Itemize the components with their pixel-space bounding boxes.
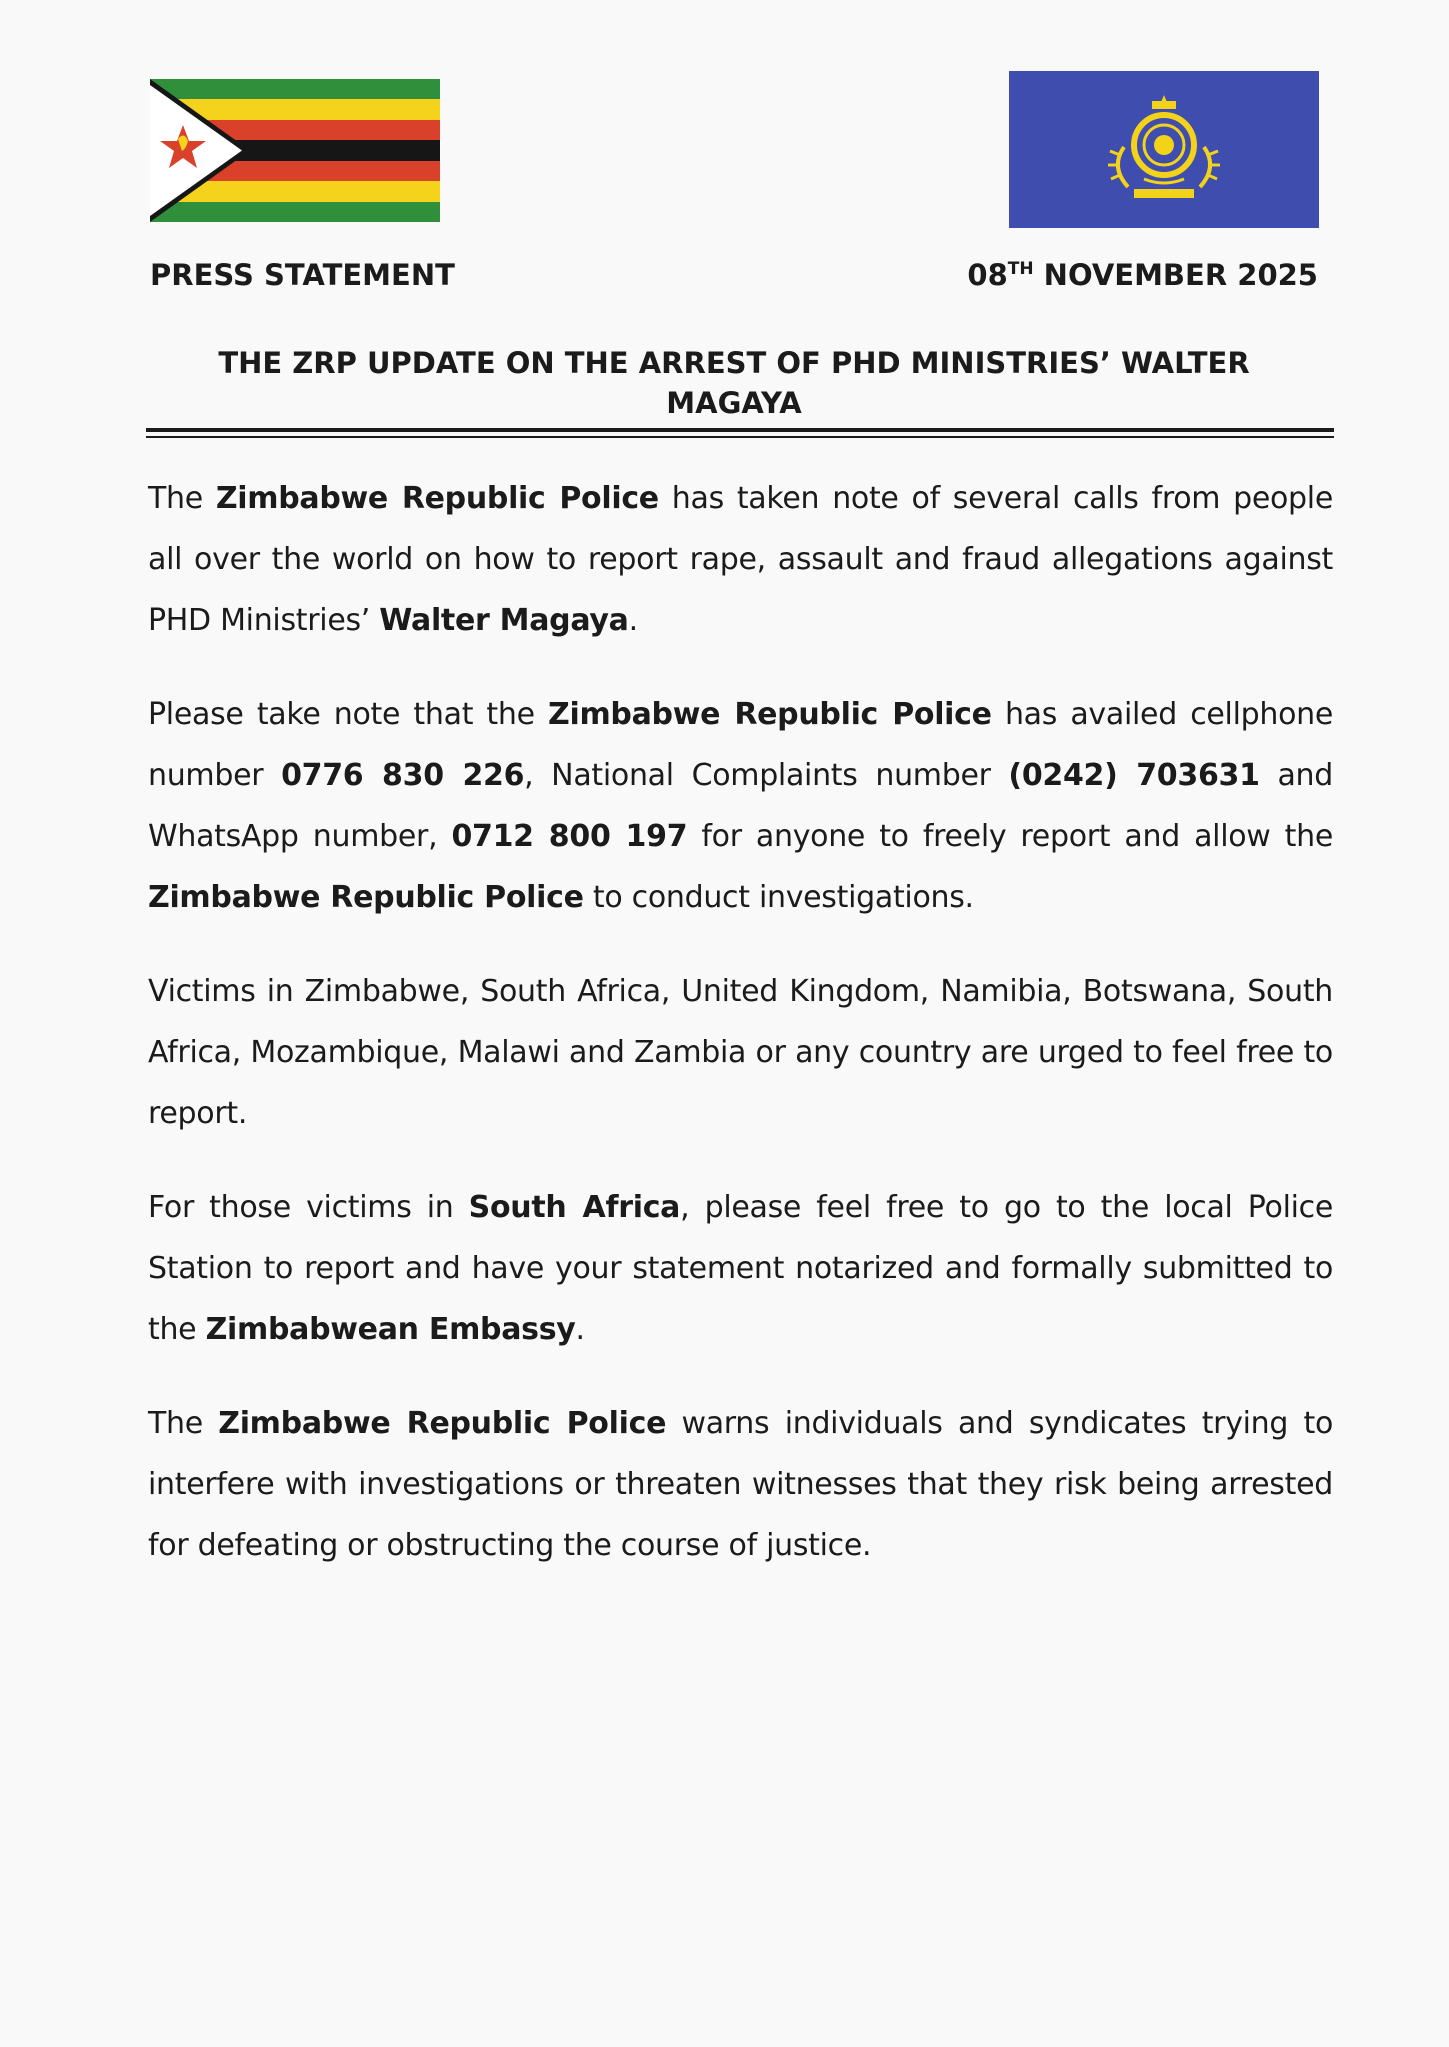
- title-line-2: MAGAYA: [666, 386, 802, 420]
- cellphone-number: 0776 830 226: [281, 758, 525, 793]
- bold-run: Walter Magaya: [379, 603, 629, 638]
- text-run: For those victims in: [148, 1190, 469, 1225]
- text-run: for anyone to freely report and allow the: [687, 819, 1333, 854]
- text-run: to conduct investigations.: [583, 880, 974, 915]
- title-divider-thick: [146, 428, 1334, 432]
- statement-body: [148, 468, 1333, 1609]
- paragraph-5: [148, 1393, 1333, 1576]
- zrp-emblem: [1009, 71, 1319, 228]
- title-line-1: THE ZRP UPDATE ON THE ARREST OF PHD MINISTRIES’ WALTER: [218, 346, 1250, 380]
- zrp-flag-emblem-icon: [1009, 71, 1319, 228]
- text-run: Please take note that the: [148, 697, 549, 732]
- paragraph-3: [148, 961, 1333, 1144]
- date-month-year: NOVEMBER 2025: [1033, 258, 1318, 292]
- complaints-number: (0242) 703631: [1008, 758, 1260, 793]
- statement-title: [150, 343, 1318, 423]
- bold-run: South Africa: [468, 1190, 681, 1225]
- text-run: and WhatsApp number,: [148, 758, 1333, 854]
- paragraph-1: [148, 468, 1333, 651]
- press-statement-label: PRESS STATEMENT: [150, 258, 455, 292]
- statement-date: [967, 258, 1318, 292]
- text-run: Victims in Zimbabwe, South Africa, United Kingdom, Namibia, Botswana, South Africa, Mozambique, Malawi and Zambia or any country are urged to feel free to report.: [148, 974, 1333, 1131]
- bold-run: Zimbabwe Republic Police: [148, 880, 584, 915]
- bold-run: Zimbabwe Republic Police: [548, 697, 992, 732]
- whatsapp-number: 0712 800 197: [451, 819, 688, 854]
- text-run: , National Complaints number: [524, 758, 1009, 793]
- text-run: warns individuals and syndicates trying to interfere with investigations or threaten witnesses that they risk being arrested for defeating or obstructing the course of justice.: [148, 1406, 1334, 1563]
- header-row: [150, 258, 1318, 298]
- text-run: has taken note of several calls from people all over the world on how to report rape, assault and fraud allegations against PHD Ministries’: [148, 481, 1333, 638]
- text-run: The: [148, 1406, 219, 1441]
- paragraph-2: [148, 684, 1333, 928]
- text-run: .: [575, 1312, 585, 1347]
- bold-run: Zimbabwe Republic Police: [215, 481, 659, 516]
- flag-triangle: [150, 79, 440, 222]
- paragraph-4: [148, 1177, 1333, 1360]
- text-run: , please feel free to go to the local Police Station to report and have your statement notarized and formally submitted to the: [148, 1190, 1333, 1347]
- zimbabwe-flag-icon: [150, 79, 440, 222]
- bold-run: Zimbabwean Embassy: [205, 1312, 576, 1347]
- text-run: The: [148, 481, 216, 516]
- text-run: has availed cellphone number: [148, 697, 1334, 793]
- date-day: 08: [967, 258, 1008, 292]
- bold-run: Zimbabwe Republic Police: [218, 1406, 667, 1441]
- date-suffix: TH: [1007, 259, 1034, 279]
- text-run: .: [628, 603, 638, 638]
- title-divider-thin: [146, 436, 1334, 438]
